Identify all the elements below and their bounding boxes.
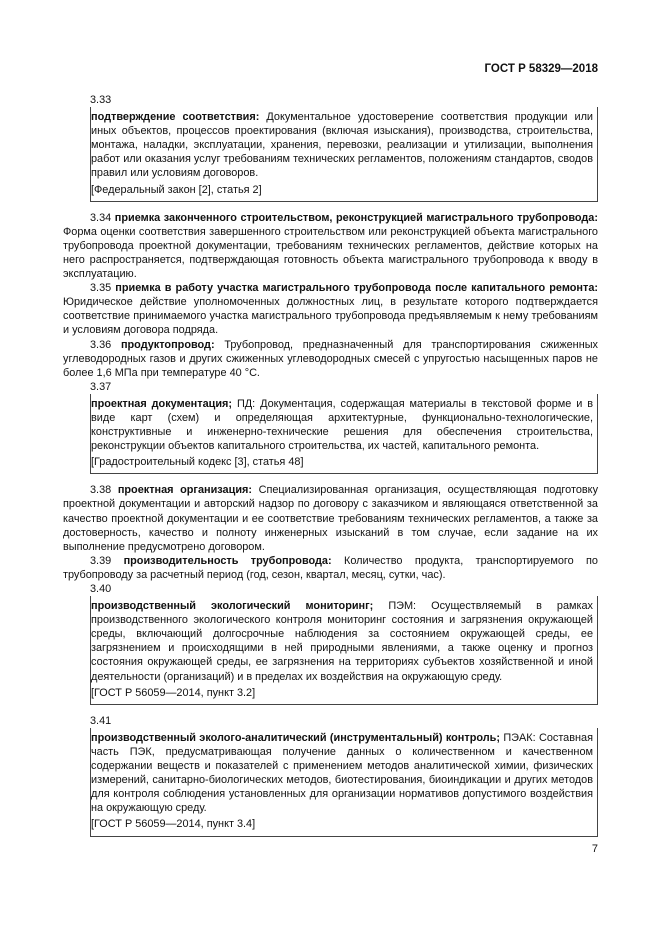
term: подтверждение соответствия: bbox=[91, 111, 260, 124]
definition: Специализированная организация, осуществляющая подготовку проектной документации и авторский надзор по договору с заказчиком и являющаяся ответственной за качество проектной документации и ее соответствие требованиям технических регламентов, а также за достоверность, качество и полноту инженерных изысканий в том случае, если задание на их выполнение предусмотрено договором. bbox=[63, 484, 599, 553]
entry-number: 3.37 bbox=[90, 380, 112, 393]
source-reference: [ГОСТ Р 56059—2014, пункт 3.2] bbox=[91, 686, 256, 699]
term: производственный эколого-аналитический (инструментальный) контроль; bbox=[91, 731, 500, 744]
entry-number: 3.33 bbox=[90, 94, 112, 106]
definition-box bbox=[90, 728, 598, 837]
definition-paragraph bbox=[63, 483, 598, 553]
definition-text bbox=[91, 110, 593, 180]
document-body bbox=[63, 93, 598, 837]
entry-number: 3.35 bbox=[90, 282, 112, 295]
entry-number: 3.39 bbox=[90, 554, 112, 567]
definition-text bbox=[91, 397, 593, 453]
entry-number: 3.40 bbox=[90, 583, 112, 595]
term: продуктопровод: bbox=[120, 338, 215, 351]
term: проектная документация; bbox=[91, 397, 233, 410]
entry-number: 3.38 bbox=[90, 484, 112, 497]
definition: Документальное удостоверение соответствия продукции или иных объектов, процессов проектирования (включая изыскания), производства, строительства, монтажа, наладки, эксплуатации, хранения, перевозки, реализации и утилизации, выполнения работ или оказания услуг требованиям технических регламентов, положениям стандартов, сводов правил или условиям договоров. bbox=[91, 111, 594, 180]
source-reference: [Федеральный закон [2], статья 2] bbox=[91, 183, 262, 196]
entry-number: 3.36 bbox=[90, 338, 112, 351]
source-reference: [ГОСТ Р 56059—2014, пункт 3.4] bbox=[91, 818, 256, 831]
definition: Количество продукта, транспортируемого по трубопроводу за расчетный период (год, сезон, квартал, месяц, сутки, час). bbox=[63, 554, 598, 581]
definition-text bbox=[91, 599, 593, 684]
source-reference: [Градостроительный кодекс [3], статья 48] bbox=[91, 456, 304, 469]
entry-number: 3.41 bbox=[90, 714, 112, 727]
definition: Форма оценки соответствия завершенного строительством или реконструкцией объекта магистрального трубопровода проектной документации, требованиям технических регламентов, действие которых на него распространяется, подтверждающая готовность объекта магистрального трубопровода к вводу в эксплуатацию. bbox=[63, 225, 598, 281]
definition-box bbox=[90, 394, 598, 474]
definition-paragraph bbox=[63, 338, 598, 380]
definition-paragraph bbox=[63, 554, 598, 582]
term: приемка законченного строительством, реконструкцией магистрального трубопровода: bbox=[114, 211, 598, 224]
definition-box bbox=[90, 107, 598, 202]
entry-number: 3.34 bbox=[90, 211, 112, 224]
definition: Юридическое действие уполномоченных должностных лиц, в результате которого подтверждается соответствие принимаемого участка магистрального трубопровода предъявляемым к нему требованиям и условиям договора подряда. bbox=[63, 296, 598, 337]
definition: ПЭАК: Составная часть ПЭК, предусматривающая получение данных о количественном и качественном содержании веществ и показателей с применением методов аналитической химии, физических измерений, санитарно-биологических методов, биотестирования, биоиндикации и других методов для контроля соблюдения установленных для организации нормативов допустимого воздействия на окружающую среду. bbox=[91, 731, 593, 815]
term: приемка в работу участка магистрального трубопровода после капитального ремонта: bbox=[115, 282, 598, 295]
definition-text bbox=[91, 731, 593, 816]
document-code: ГОСТ Р 58329—2018 bbox=[484, 63, 598, 75]
term: проектная организация: bbox=[117, 484, 252, 497]
term: производственный экологический мониторинг; bbox=[91, 600, 374, 613]
definition: ПЭМ: Осуществляемый в рамках производственного экологического контроля мониторинг состояния и загрязнения окружающей среды, включающий долгосрочные наблюдения за состоянием окружающей среды, ее загрязнением и происходящими в ней природными явлениями, а также оценку и прогноз состояния окружающей среды, ее загрязнения на территориях субъектов хозяйственной и иной деятельности (организаций) и в пределах их воздействия на окружающую среду. bbox=[91, 600, 593, 683]
page-number: 7 bbox=[591, 843, 598, 855]
definition: Трубопровод, предназначенный для транспортирования сжиженных углеводородных газов и других сжиженных углеводородных смесей с упругостью насыщенных паров не более 1,6 МПа при температуре 40 °С. bbox=[63, 338, 598, 379]
term: производительность трубопровода: bbox=[123, 554, 332, 567]
definition-paragraph bbox=[63, 281, 598, 337]
definition: ПД: Документация, содержащая материалы в текстовой форме и в виде карт (схем) и определяющая архитектурные, функционально-технологические, конструктивные и инженерно-технические решения для обеспечения строительства, реконструкции объектов капитального строительства, их частей, капитального ремонта. bbox=[91, 397, 594, 453]
definition-box bbox=[90, 596, 598, 705]
definition-paragraph bbox=[63, 211, 598, 281]
